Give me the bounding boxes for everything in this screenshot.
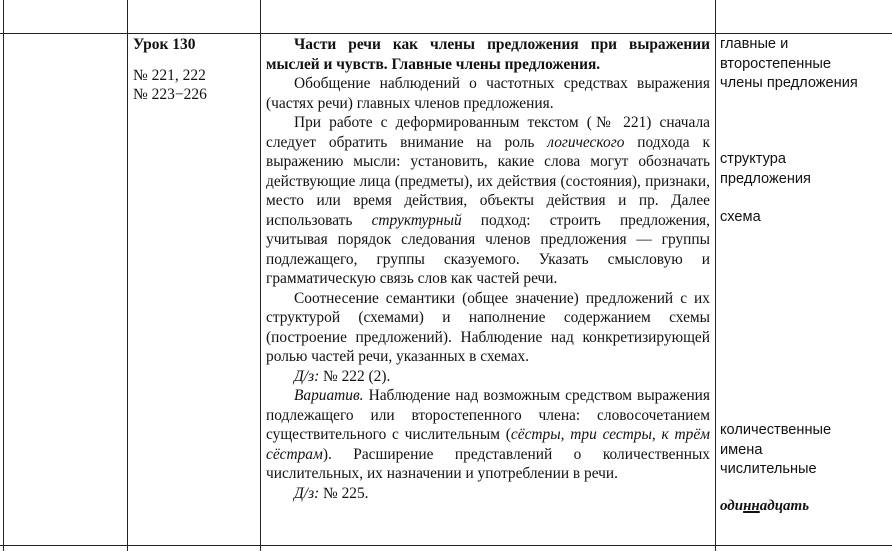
note-structure: структура предложения bbox=[720, 151, 811, 187]
table-column-divider-2 bbox=[260, 0, 261, 551]
vocabulary-word: одиннадцать bbox=[720, 498, 810, 514]
exercise-item: № 223−226 bbox=[133, 86, 207, 103]
homework-1: Д/з: № 222 (2). bbox=[294, 367, 391, 385]
table-bottom-border bbox=[0, 545, 892, 546]
paragraph-semantics: Соотнесение семантики (общее значение) предложений с их структурой (схемами) и наполнение содержанием схемы (построение предложений). Наблюдение над конкретизирующей ролью частей речи, указанных в схемах. bbox=[266, 289, 710, 365]
lesson-title: Урок 130 bbox=[133, 36, 196, 53]
table-header-divider bbox=[0, 33, 892, 34]
topic-title: Части речи как члены предложения при выражении мыслей и чувств. Главные члены предложения. bbox=[266, 36, 710, 73]
paragraph-generalization: Обобщение наблюдений о частотных средствах выражения (частях речи) главных членов предложения. bbox=[266, 75, 710, 112]
note-main-members: главные и второстепенные члены предложения bbox=[720, 36, 858, 91]
table-column-divider-3 bbox=[715, 0, 716, 551]
table-border-left bbox=[3, 0, 4, 551]
lesson-cell bbox=[133, 35, 255, 104]
lesson-content bbox=[266, 35, 710, 503]
homework-2: Д/з: № 225. bbox=[294, 484, 369, 502]
exercise-item: № 221, 222 bbox=[133, 67, 206, 84]
exercise-list bbox=[133, 66, 255, 104]
note-scheme: схема bbox=[720, 209, 761, 225]
note-numerals: количественные имена числительные bbox=[720, 422, 832, 477]
paragraph-deformed-text: При работе с деформированным текстом (№ 221) сначала следует обратить внимание на роль логического подхода к выражению мысли: установить, какие слова могут обозначать действующие лица (предметы), их действия (состояния), признаки, место или время действия, объекты действия и пр. Далее использовать структурный подход: строить предложения, учитывая порядок следования членов предложения — группы подлежащего, группы сказуемого. Указать смысловую и грамматическую связь слов как частей речи. bbox=[266, 114, 711, 287]
paragraph-variative: Вариатив. Наблюдение над возможным средством выражения подлежащего или второстепенного члена: словосочетанием существительного с числительным (сёстры, три сестры, к трём сёстрам). Расширение представлений о количественных числительных, их назначении и употреблении в речи. bbox=[266, 387, 710, 482]
table-column-divider-1 bbox=[127, 0, 128, 551]
